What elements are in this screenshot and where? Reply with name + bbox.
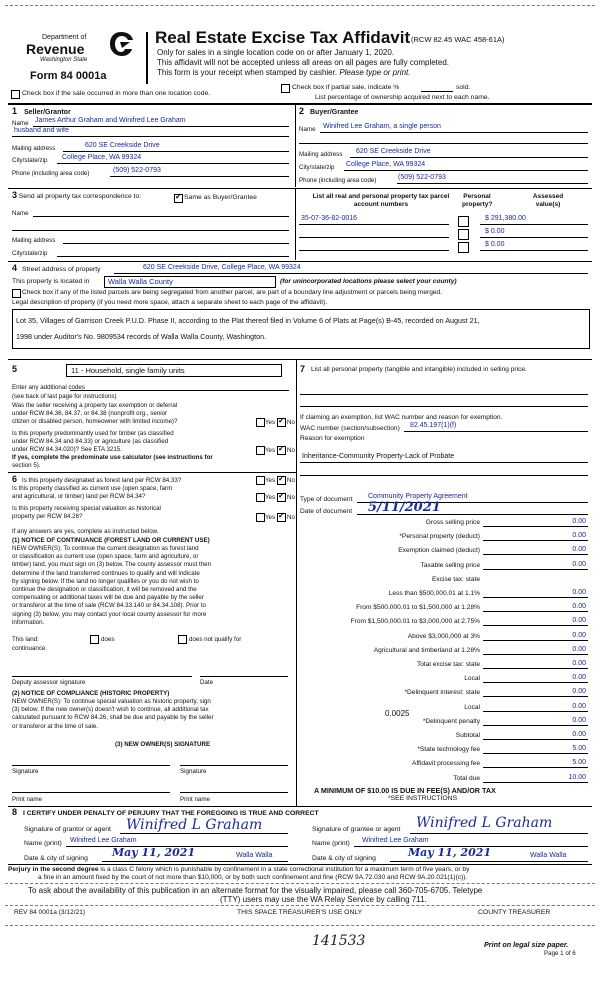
certify-statement: I CERTIFY UNDER PENALTY OF PERJURY THAT THE FOREGOING IS TRUE AND CORRECT <box>23 810 319 817</box>
county-select[interactable]: Walla Walla County <box>104 276 276 288</box>
county-note: (for unincorporated locations please select your county) <box>280 278 457 285</box>
tax-row-value: 5.00 <box>572 745 586 753</box>
exemption-question-1: Was the seller receiving a property tax exemption or deferral <box>12 402 178 409</box>
section-5-number: 5 <box>12 364 18 374</box>
timber-question-4: If yes, complete the predominate use calculator (see instructions for <box>12 454 213 461</box>
parcel-col-header: List all real and personal property tax parcel account numbers <box>312 193 450 208</box>
grantor-sig-label: Signature of grantor or agent <box>24 826 111 833</box>
doc-type-field[interactable]: Community Property Agreement <box>368 493 468 500</box>
historic-yes-checkbox[interactable] <box>256 513 265 522</box>
buyer-city-label: City/state/zip <box>299 164 335 171</box>
land-use-code-select[interactable]: 11 - Household, single family units <box>66 364 282 377</box>
assessed-col-header: Assessed value(s) <box>532 193 564 208</box>
notice-line: timber) land, you must sign on (3) below. The county assessor must then <box>12 561 212 569</box>
tax-row-label: *Delinquent penalty <box>422 717 480 725</box>
segregated-label: Check box if any of the listed parcels are being segregated from another parcel, are part of a boundary line adjustment or parcels being merged. <box>22 289 443 296</box>
dept-label: Department of <box>42 34 87 41</box>
intro-line-3: This form is your receipt when stamped by cashier. Please type or print. <box>157 68 411 77</box>
yes-label: Yes <box>265 447 276 454</box>
exemption-question-3: citizen or disabled person, homeowner with limited income)? <box>12 418 178 425</box>
does-label: does <box>101 636 115 643</box>
buyer-heading: Buyer/Grantee <box>310 109 359 116</box>
parcel-number-field-3[interactable] <box>299 242 449 251</box>
current-use-question-2: and agricultural, or timber) land per RCW 84.34? <box>12 493 146 500</box>
corr-city-label: City/state/zip <box>12 250 48 257</box>
no-label: No <box>287 514 295 521</box>
timber-question-2: under RCW 84.34 and 84.33) or agriculture (as classified <box>12 438 169 445</box>
perjury-notice-2: a fine in an amount fixed by the court of not more than $10,000, or by both such confinement and fine (RCW 9A.72.030 and RCW 9A.20.021(1)(c)). <box>38 874 468 881</box>
current-use-question-1: Is this property classified as current use (open space, farm <box>12 485 173 492</box>
seller-name-field[interactable]: James Arthur Graham and Winifred Lee Graham <box>35 117 186 124</box>
tax-row-value: 10.00 <box>568 773 586 781</box>
notice-line: or classification as current use (open space, farm and agriculture, or <box>12 553 199 561</box>
same-as-buyer-label: Same as Buyer/Grantee <box>184 194 257 201</box>
no-label: No <box>287 419 295 426</box>
wac-label: WAC number (section/subsection) <box>300 425 400 432</box>
corr-mail-label: Mailing address <box>12 237 56 244</box>
owner-signature-field-2[interactable] <box>180 757 288 766</box>
state-label: Washington State <box>40 57 88 63</box>
section-1-number: 1 <box>12 106 18 116</box>
exemption-note: If claiming an exemption, list WAC number and reason for exemption. <box>300 414 503 421</box>
grantor-signature-field[interactable]: Winifred L Graham <box>126 817 263 833</box>
land-does-checkbox[interactable] <box>90 635 99 644</box>
owner-print-name-field-2[interactable] <box>180 784 288 793</box>
buyer-name-label: Name <box>299 126 316 133</box>
tax-row-label: Subtotal <box>455 732 480 739</box>
street-address-field[interactable]: 620 SE Creekside Drive, College Place, WA 99324 <box>143 264 301 271</box>
same-as-buyer-checkbox[interactable] <box>174 194 183 203</box>
seller-phone-label: Phone (including area code) <box>12 170 90 177</box>
tax-row-value: 0.00 <box>572 731 586 738</box>
tax-row-label: *State technology fee <box>417 746 480 754</box>
section-7-number: 7 <box>300 364 306 374</box>
yes-label: Yes <box>265 477 276 484</box>
tax-row-label: Total excise tax: state <box>416 661 480 668</box>
timber-no-checkbox[interactable] <box>277 446 286 455</box>
tax-row-value: 0.00 <box>572 702 586 710</box>
timber-question-3: under RCW 84.34.020)? See ETA 3215. <box>12 446 122 453</box>
treasurer-use-label: THIS SPACE TREASURER'S USE ONLY <box>237 909 363 916</box>
assessed-value-1[interactable]: $ 291,380.00 <box>485 215 526 222</box>
buyer-mail-field[interactable]: 620 SE Creekside Drive <box>356 148 431 155</box>
personal-property-checkbox-1[interactable] <box>458 216 469 227</box>
forest-no-checkbox[interactable] <box>277 476 286 485</box>
new-owner-sig-title: (3) NEW OWNER(S) SIGNATURE <box>115 741 211 748</box>
form-number: Form 84 0001a <box>30 70 107 82</box>
ownership-note: List percentage of ownership acquired next to each name. <box>315 94 490 101</box>
owner-signature-field-1[interactable] <box>12 757 170 766</box>
tax-row-value: 0.00 <box>572 589 586 596</box>
exemption-no-checkbox[interactable] <box>277 418 286 427</box>
tax-row-value: 0.00 <box>572 674 586 682</box>
yes-label: Yes <box>265 419 276 426</box>
notice-line: NEW OWNER(S): To continue the current designation as forest land <box>12 545 199 552</box>
does-not-label: does not qualify for <box>189 636 242 643</box>
corr-name-field[interactable] <box>33 208 289 217</box>
owner-print-name-field-1[interactable] <box>12 784 170 793</box>
intro-line-1: Only for sales in a single location code on or after January 1, 2020. <box>157 48 395 57</box>
grantor-name-field[interactable]: Winifred Lee Graham <box>70 837 137 844</box>
seller-heading: Seller/Grantor <box>24 109 71 116</box>
notice-line: (3) below. If the new owner(s) doesn't wish to continue, all additional tax <box>12 706 209 714</box>
accessibility-notice-2: (TTY) users may use the WA Relay Service by calling 711. <box>220 895 427 904</box>
correspondence-label: Send all property tax correspondence to: <box>18 193 142 200</box>
segregated-checkbox[interactable] <box>12 289 21 298</box>
tax-row-label: Exemption claimed (deduct) <box>398 547 480 555</box>
grantee-signature-field[interactable]: Winifred L Graham <box>416 815 553 831</box>
tax-row-label: Local <box>464 703 480 711</box>
tax-row-label: Taxable selling price <box>420 561 480 569</box>
tax-row-label: Less than $500,000.01 at 1.1% <box>388 590 480 597</box>
multi-location-label: Check box if the sale occurred in more than one location code. <box>22 90 211 97</box>
seller-mail-field[interactable]: 620 SE Creekside Drive <box>85 142 160 149</box>
grantor-name-label: Name (print) <box>24 840 62 847</box>
notice-line: or transferor at the time of sale. <box>12 722 98 730</box>
agency-name: Revenue <box>26 41 85 57</box>
tax-row-value: 0.00 <box>572 603 586 611</box>
exemption-question-2: under RCW 84.36, 84.37, or 84.38 (nonprofit org., senior <box>12 410 168 417</box>
minimum-due-notice: A MINIMUM OF $10.00 IS DUE IN FEE(S) AND/OR TAX <box>314 786 496 795</box>
section-6-number: 6 <box>12 474 18 484</box>
doc-date-label: Date of document <box>300 508 353 515</box>
yes-instructions: If any answers are yes, complete as instructed below. <box>12 528 159 535</box>
this-land-label: This land: <box>12 636 39 643</box>
section-2-number: 2 <box>299 106 305 116</box>
tax-row-value: 0.00 <box>572 660 586 667</box>
legal-description-label: Legal description of property (if you need more space, attach a separate sheet to each page of the affidavit). <box>12 299 328 306</box>
partial-sale-pct-field[interactable] <box>421 83 453 92</box>
current-use-yes-checkbox[interactable] <box>256 493 265 502</box>
page-number: Page 1 of 6 <box>544 950 576 957</box>
notice-line: signing (3) below, you may contact your local county assessor for more <box>12 610 207 618</box>
personal-property-label: List all personal property (tangible and intangible) included in selling price. <box>311 366 527 373</box>
legal-paper-note: Print on legal size paper. <box>484 940 569 949</box>
revision-label: REV 84 0001a (3/12/21) <box>14 909 86 916</box>
grantee-sig-label: Signature of grantee or agent <box>312 826 401 833</box>
local-rate-value: 0.0025 <box>385 709 410 718</box>
tax-row-label: Local <box>464 675 480 683</box>
signature-label: Signature <box>12 768 39 775</box>
grantee-city-field[interactable]: Walla Walla <box>530 852 567 859</box>
deputy-date-label: Date <box>200 679 214 686</box>
multi-location-checkbox[interactable] <box>11 90 20 99</box>
tax-row-label: From $1,500,000.01 to $3,000,000 at 2.75% <box>350 618 480 626</box>
tax-row-value: 5.00 <box>572 759 586 767</box>
seller-name-line-2[interactable]: husband and wife <box>14 127 69 134</box>
handwritten-receipt-number: 141533 <box>312 933 366 949</box>
tax-row-label: Total due <box>453 774 480 782</box>
print-name-label: Print name <box>12 796 42 803</box>
assessed-value-3[interactable]: $ 0.00 <box>485 241 505 248</box>
wa-logo-icon <box>108 30 134 58</box>
doc-type-label: Type of document <box>300 496 353 503</box>
seller-city-field[interactable]: College Place, WA 99324 <box>62 154 142 161</box>
see-instructions: *SEE INSTRUCTIONS <box>388 795 458 802</box>
section-4-number: 4 <box>12 263 18 273</box>
buyer-phone-label: Phone (including area code) <box>299 177 377 184</box>
yes-label: Yes <box>265 494 276 501</box>
accessibility-notice-1: To ask about the availability of this publication in an alternate format for the visually impaired, please call 360-705-6705. Teletype <box>28 886 483 895</box>
tax-row-label: Above $3,000,000 at 3% <box>407 632 480 640</box>
grantee-name-label: Name (print) <box>312 840 350 847</box>
signature-label: Signature <box>180 768 207 775</box>
grantee-date-field[interactable]: May 11, 2021 <box>408 846 492 859</box>
notice-line: calculated pursuant to RCW 84.26, shall be due and payable by the seller <box>12 714 214 722</box>
notice-line: NEW OWNER(S): To continue special valuation as historic property, sign <box>12 698 211 705</box>
notice-line: by signing below. If the land no longer qualifies or you do not wish to <box>12 577 199 585</box>
street-address-label: Street address of property <box>22 266 101 273</box>
additional-codes-field[interactable] <box>70 382 289 391</box>
county-treasurer-label: COUNTY TREASURER <box>478 909 551 916</box>
forest-yes-checkbox[interactable] <box>256 476 265 485</box>
section-3-number: 3 <box>12 190 18 200</box>
buyer-city-field[interactable]: College Place, WA 99324 <box>346 161 426 168</box>
tax-row-value: 0.00 <box>572 716 586 724</box>
tax-row-label: Excise tax: state <box>431 575 480 583</box>
notice-continuance-title: (1) NOTICE OF CONTINUANCE (FOREST LAND OR CURRENT USE) <box>12 537 210 544</box>
notice-line: or transferor at the time of sale (RCW 84.33.140 or 84.34.108). Prior to <box>12 602 206 610</box>
grantor-city-field[interactable]: Walla Walla <box>236 852 273 859</box>
buyer-mail-label: Mailing address <box>299 151 343 158</box>
partial-sale-label: Check box if partial sale, indicate % <box>292 84 400 91</box>
current-use-no-checkbox[interactable] <box>277 493 286 502</box>
located-in-label: This property is located in <box>12 278 90 285</box>
section-8-number: 8 <box>12 807 18 817</box>
sold-label: sold. <box>456 84 471 91</box>
tax-row-value: 0.00 <box>572 546 586 554</box>
personal-property-checkbox-3[interactable] <box>458 242 469 253</box>
personal-property-checkbox-2[interactable] <box>458 229 469 240</box>
print-name-label: Print name <box>180 796 210 803</box>
legal-description-field[interactable]: Lot 35, Villages of Garrison Creek P.U.D. Phase II, according to the Plat thereof filed in Volume 6 of Plats at Page(s) B-45, recorded on August 21, 1998 under Auditor's No. 9809534 records of Walla Walla County, Washington. <box>12 309 590 349</box>
yes-label: Yes <box>265 514 276 521</box>
tax-row-label: Gross selling price <box>425 519 480 526</box>
exemption-yes-checkbox[interactable] <box>256 418 265 427</box>
rcw-reference: (RCW 82.45 WAC 458-61A) <box>411 35 505 44</box>
assessed-value-2[interactable]: $ 0.00 <box>485 228 505 235</box>
doc-date-field[interactable]: 5/11/2021 <box>368 500 441 515</box>
intro-line-2: This affidavit will not be accepted unless all areas on all pages are fully completed. <box>157 58 450 67</box>
tax-row-value: 0.00 <box>572 518 586 525</box>
grantee-date-label: Date & city of signing <box>312 855 376 862</box>
notice-compliance-title: (2) NOTICE OF COMPLIANCE (HISTORIC PROPERTY) <box>12 690 170 697</box>
grantee-name-field[interactable]: Winifred Lee Graham <box>362 837 429 844</box>
deputy-signature-field[interactable] <box>12 668 192 677</box>
notice-line: information. <box>12 618 45 626</box>
perjury-notice-1: Perjury in the second degree is a class C felony which is punishable by confinement in a state correctional institution for a maximum term of five years, or by <box>8 866 470 873</box>
reason-label: Reason for exemption <box>300 435 365 442</box>
tax-row-label: From $500,000.01 to $1,500,000 at 1.28% <box>356 604 480 612</box>
continuance-label: continuance. <box>12 645 48 652</box>
deputy-signature-label: Deputy assessor signature <box>12 679 86 686</box>
tax-row-label: Affidavit processing fee <box>411 760 480 768</box>
tax-row-label: *Delinquent interest: state <box>404 689 480 697</box>
seller-mail-label: Mailing address <box>12 145 56 152</box>
wac-field[interactable]: 82.45.197(1)(f) <box>410 422 457 429</box>
notice-line: continue the designation or classification, it will be removed and the <box>12 586 197 593</box>
reason-field[interactable]: Inheritance-Community Property-Lack of Probate <box>302 453 455 460</box>
parcel-number-field-2[interactable] <box>299 229 449 238</box>
tax-row-label: *Personal property (deduct) <box>399 533 480 541</box>
page-title: Real Estate Excise Tax Affidavit <box>155 28 411 47</box>
no-label: No <box>287 447 295 454</box>
parcel-number-field[interactable]: 35-07-36-82-0016 <box>301 215 358 222</box>
partial-sale-checkbox[interactable] <box>281 84 290 93</box>
tax-row-value: 0.00 <box>572 532 586 540</box>
tax-row-value: 0.00 <box>572 645 586 653</box>
forest-question: Is this property designated as forest land per RCW 84.33? <box>22 477 182 484</box>
tax-row-label: Agricultural and timberland at 1.28% <box>373 646 480 654</box>
section-3-row <box>12 190 141 200</box>
tax-row-value: 0.00 <box>572 560 586 568</box>
tax-row-value: 0.00 <box>572 631 586 639</box>
historic-no-checkbox[interactable] <box>277 513 286 522</box>
additional-codes-label: Enter any additional codes <box>12 384 85 391</box>
deputy-date-field[interactable] <box>200 668 288 677</box>
codes-note: (see back of last page for instructions) <box>12 393 117 400</box>
grantor-date-label: Date & city of signing <box>24 855 88 862</box>
tax-row-value: 0.00 <box>572 617 586 625</box>
historic-question-1: Is this property receiving special valuation as historical <box>12 505 161 512</box>
notice-line: compensating or additional taxes will be due and payable by the seller <box>12 594 204 602</box>
seller-city-label: City/state/zip <box>12 157 48 164</box>
seller-name-label: Name <box>12 120 29 127</box>
personal-col-header: Personal property? <box>462 193 493 208</box>
corr-mail-field[interactable] <box>63 235 289 244</box>
personal-property-field-2[interactable] <box>300 398 588 407</box>
grantor-date-field[interactable]: May 11, 2021 <box>112 846 196 859</box>
notice-line: determine if the land transferred continues to qualify and will indicate <box>12 569 200 577</box>
historic-question-2: property per RCW 84.26? <box>12 513 83 520</box>
timber-question-5: section 5). <box>12 462 41 469</box>
corr-name-label: Name <box>12 210 29 217</box>
buyer-phone-field[interactable]: (509) 522-0793 <box>398 174 446 181</box>
timber-yes-checkbox[interactable] <box>256 446 265 455</box>
buyer-name-field[interactable]: Winifred Lee Graham, a single person <box>323 123 441 130</box>
seller-phone-field[interactable]: (509) 522-0793 <box>113 167 161 174</box>
land-does-not-checkbox[interactable] <box>178 635 187 644</box>
tax-row-value: 0.00 <box>572 688 586 696</box>
personal-property-field-1[interactable] <box>300 386 588 395</box>
corr-city-field[interactable] <box>57 248 289 257</box>
timber-question-1: Is this property predominantly used for timber (as classified <box>12 430 174 437</box>
no-label: No <box>287 494 295 501</box>
reason-field-2[interactable] <box>300 467 588 476</box>
no-label: No <box>287 477 295 484</box>
